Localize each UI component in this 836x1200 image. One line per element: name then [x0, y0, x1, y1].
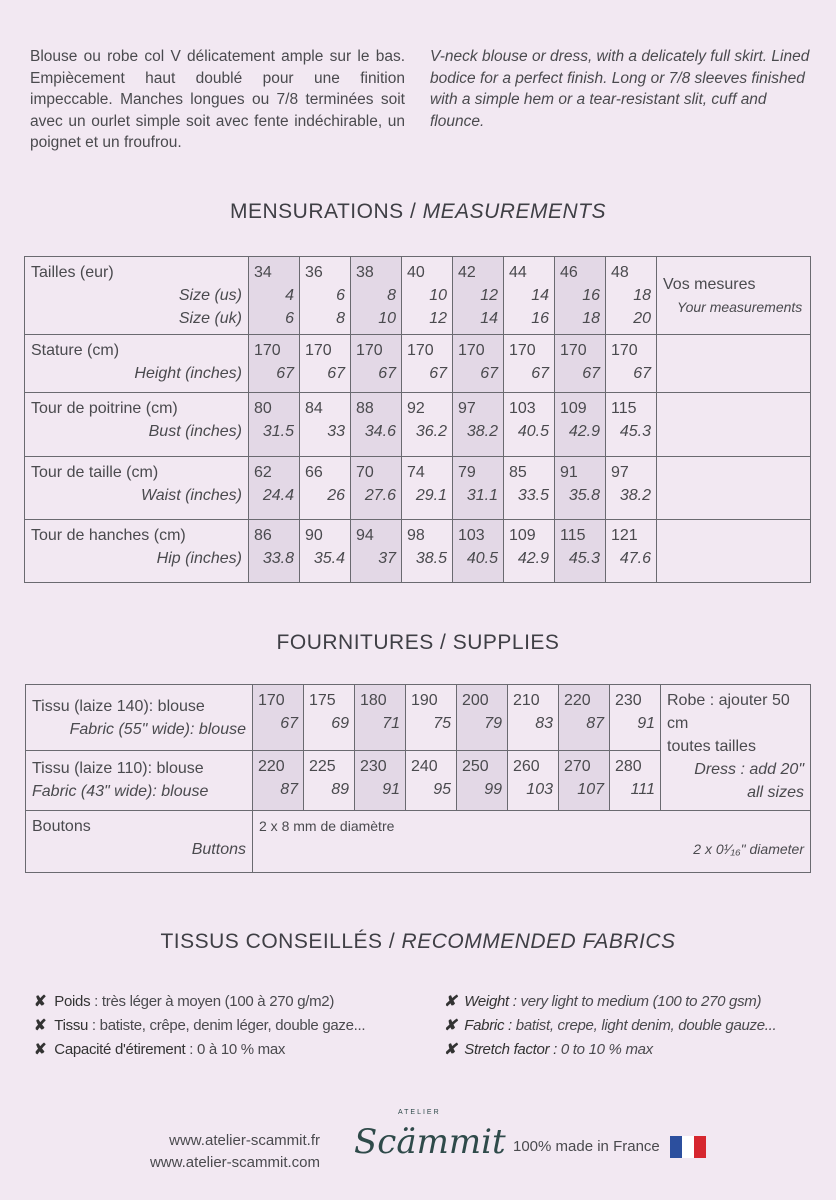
value-inches: 103 [526, 781, 553, 798]
fabric-item [444, 1038, 834, 1062]
description-en: V-neck blouse or dress, with a delicately full skirt. Lined bodice for a perfect finish. Long or 7/8 sleeves finished with a simple hem or a tear-resistant slit, cuff and flounce. [430, 48, 810, 130]
value-cm: 121 [611, 527, 638, 544]
size-uk: 18 [582, 310, 600, 327]
value-cm: 180 [360, 692, 387, 709]
your-measurement-input[interactable] [657, 457, 811, 520]
size-cell [351, 457, 402, 520]
supplies-table [25, 684, 811, 873]
dress-en: Dress : add 20" [694, 761, 804, 778]
value-cm: 170 [407, 342, 434, 359]
size-cell [453, 520, 504, 583]
value-inches: 40.5 [517, 423, 549, 440]
size-cell [508, 685, 559, 751]
value-cm: 230 [615, 692, 642, 709]
size-cell [249, 393, 300, 457]
fabrics-list-fr [34, 990, 434, 1062]
size-uk: 14 [480, 310, 498, 327]
measurement-row [25, 457, 811, 520]
value-inches: 38.2 [619, 487, 651, 504]
value-cm: 103 [509, 400, 536, 417]
size-cell [300, 335, 351, 393]
size-cell [606, 520, 657, 583]
value-cm: 240 [411, 758, 438, 775]
value-cm: 170 [258, 692, 285, 709]
size-cell [355, 751, 406, 811]
label-us: Size (us) [178, 287, 242, 304]
value-cm: 90 [305, 527, 323, 544]
value-inches: 91 [382, 781, 400, 798]
size-eur: 40 [407, 264, 425, 281]
value-inches: 95 [433, 781, 451, 798]
value-cm: 92 [407, 400, 425, 417]
size-cell [504, 393, 555, 457]
value-inches: 83 [535, 715, 553, 732]
size-uk: 12 [429, 310, 447, 327]
size-cell [606, 335, 657, 393]
title-fr: TISSUS CONSEILLÉS / [160, 930, 402, 953]
size-eur: 48 [611, 264, 629, 281]
fabric-item [34, 990, 434, 1014]
value-cm: 88 [356, 400, 374, 417]
cross-bullet-icon: ✘ [34, 1017, 47, 1034]
size-eur: 44 [509, 264, 527, 281]
label-fr: Tour de hanches (cm) [31, 527, 186, 544]
supplies-title: FOURNITURES / SUPPLIES [276, 631, 560, 654]
measurements-table [24, 256, 811, 583]
fabric-value: batist, crepe, light denim, double gauze... [511, 1017, 777, 1034]
size-cell [504, 257, 555, 335]
value-inches: 89 [331, 781, 349, 798]
size-uk: 20 [633, 310, 651, 327]
value-cm: 170 [560, 342, 587, 359]
measurement-row [25, 393, 811, 457]
cross-bullet-icon: ✘ [34, 1041, 47, 1058]
value-cm: 109 [509, 527, 536, 544]
fabric-key: Fabric : [464, 1017, 512, 1034]
value-cm: 280 [615, 758, 642, 775]
size-cell [351, 335, 402, 393]
value-cm: 84 [305, 400, 323, 417]
size-cell [351, 393, 402, 457]
label-en: Waist (inches) [140, 487, 242, 504]
label-en: Height (inches) [134, 365, 242, 382]
fabrics-title [0, 930, 836, 954]
buttons-value-fr: 2 x 8 mm de diamètre [259, 818, 395, 834]
buttons-row [26, 811, 811, 873]
value-cm: 170 [356, 342, 383, 359]
value-cm: 115 [560, 527, 586, 544]
value-inches: 67 [531, 365, 549, 382]
fabric-item [444, 990, 834, 1014]
fabric-key: Weight : [464, 993, 517, 1010]
your-measurement-input[interactable] [657, 520, 811, 583]
size-cell [453, 335, 504, 393]
size-cell [402, 520, 453, 583]
value-inches: 31.1 [466, 487, 498, 504]
size-cell [555, 520, 606, 583]
value-inches: 69 [331, 715, 349, 732]
size-uk: 6 [285, 310, 294, 327]
value-cm: 175 [309, 692, 336, 709]
title-en: MEASUREMENTS [422, 200, 606, 223]
size-cell [253, 685, 304, 751]
size-cell [402, 457, 453, 520]
label-en: Fabric (43" wide): blouse [32, 783, 209, 800]
size-cell [555, 393, 606, 457]
label-fr: Tissu (laize 110): blouse [32, 760, 204, 777]
value-inches: 107 [577, 781, 604, 798]
value-cm: 220 [564, 692, 591, 709]
value-inches: 29.1 [415, 487, 447, 504]
size-eur: 36 [305, 264, 323, 281]
measurement-row [25, 520, 811, 583]
size-uk: 10 [378, 310, 396, 327]
dress-fr-2: toutes tailles [667, 738, 756, 755]
value-cm: 91 [560, 464, 578, 481]
value-inches: 27.6 [364, 487, 396, 504]
size-cell [300, 457, 351, 520]
size-cell [453, 457, 504, 520]
size-cell [402, 393, 453, 457]
size-cell [300, 257, 351, 335]
title-en: RECOMMENDED FABRICS [401, 930, 676, 953]
value-inches: 40.5 [466, 550, 498, 567]
value-inches: 34.6 [364, 423, 396, 440]
size-cell [453, 257, 504, 335]
size-cell [606, 393, 657, 457]
label-eur: Tailles (eur) [31, 264, 114, 281]
size-cell [453, 393, 504, 457]
value-inches: 99 [484, 781, 502, 798]
value-cm: 190 [411, 692, 438, 709]
dress-note [661, 685, 811, 811]
fabric-value: : très léger à moyen (100 à 270 g/m2) [90, 993, 335, 1010]
size-us: 8 [387, 287, 396, 304]
value-inches: 67 [582, 365, 600, 382]
yours-en: Your measurements [677, 299, 803, 315]
website-link-com[interactable]: www.atelier-scammit.com [149, 1154, 320, 1171]
value-inches: 47.6 [619, 550, 651, 567]
label-en: Bust (inches) [148, 423, 242, 440]
value-inches: 42.9 [568, 423, 600, 440]
value-cm: 85 [509, 464, 527, 481]
size-cell [355, 685, 406, 751]
value-cm: 97 [611, 464, 629, 481]
value-inches: 33 [327, 423, 345, 440]
value-cm: 103 [458, 527, 485, 544]
value-inches: 91 [637, 715, 655, 732]
logo-text: Scämmit [354, 1122, 506, 1162]
buttons-value-en: 2 x 0¹⁄₁₆" diameter [693, 841, 804, 857]
french-flag-icon [670, 1136, 706, 1158]
value-cm: 97 [458, 400, 476, 417]
value-inches: 67 [378, 365, 396, 382]
value-cm: 62 [254, 464, 272, 481]
value-inches: 45.3 [619, 423, 651, 440]
fabric-value: 0 to 10 % max [557, 1041, 653, 1058]
value-cm: 170 [509, 342, 536, 359]
size-cell [610, 685, 661, 751]
label-en: Fabric (55" wide): blouse [69, 721, 246, 738]
value-inches: 45.3 [568, 550, 600, 567]
label-fr: Tissu (laize 140): blouse [32, 698, 205, 715]
cross-bullet-icon: ✘ [34, 993, 47, 1010]
label-uk: Size (uk) [178, 310, 242, 327]
size-cell [402, 257, 453, 335]
value-cm: 250 [462, 758, 489, 775]
value-inches: 71 [382, 715, 400, 732]
value-inches: 38.2 [466, 423, 498, 440]
value-cm: 98 [407, 527, 425, 544]
dress-en-2: all sizes [747, 784, 804, 801]
label-fr: Tour de poitrine (cm) [31, 400, 178, 417]
size-eur: 34 [254, 264, 272, 281]
value-inches: 42.9 [517, 550, 549, 567]
size-cell [559, 685, 610, 751]
value-inches: 79 [484, 715, 502, 732]
fabric-item [444, 1014, 834, 1038]
size-cell [559, 751, 610, 811]
value-cm: 80 [254, 400, 272, 417]
logo-small-text: ATELIER [398, 1109, 441, 1116]
value-cm: 270 [564, 758, 591, 775]
size-cell [457, 685, 508, 751]
value-cm: 170 [611, 342, 638, 359]
brand-logo [350, 1108, 506, 1188]
size-cell [300, 393, 351, 457]
size-eur: 38 [356, 264, 374, 281]
value-cm: 225 [309, 758, 336, 775]
value-inches: 87 [586, 715, 604, 732]
value-cm: 79 [458, 464, 476, 481]
size-cell [606, 457, 657, 520]
title-fr: MENSURATIONS / [230, 200, 423, 223]
value-inches: 67 [327, 365, 345, 382]
size-cell [457, 751, 508, 811]
value-cm: 170 [458, 342, 485, 359]
dress-fr: Robe : ajouter 50 cm [667, 692, 790, 732]
size-eur: 46 [560, 264, 578, 281]
fabric-row [26, 685, 811, 751]
size-eur: 42 [458, 264, 476, 281]
size-cell [253, 751, 304, 811]
description-fr: Blouse ou robe col V délicatement ample sur le bas. Empiècement haut doublé pour une finition impeccable. Manches longues ou 7/8 terminées soit avec un ourlet simple soit avec fente indéchirable, un poignet et un froufrou. [30, 48, 405, 151]
value-inches: 38.5 [415, 550, 447, 567]
value-cm: 210 [513, 692, 540, 709]
size-cell [304, 751, 355, 811]
value-cm: 230 [360, 758, 387, 775]
value-inches: 75 [433, 715, 451, 732]
value-inches: 24.4 [262, 487, 294, 504]
value-cm: 170 [254, 342, 281, 359]
size-cell [351, 257, 402, 335]
value-inches: 26 [327, 487, 345, 504]
made-in-france-text: 100% made in France [513, 1138, 660, 1155]
value-inches: 33.5 [517, 487, 549, 504]
value-cm: 200 [462, 692, 489, 709]
website-links [120, 1130, 320, 1174]
size-cell [249, 335, 300, 393]
size-cell [555, 457, 606, 520]
size-cell [555, 335, 606, 393]
your-measurement-input[interactable] [657, 393, 811, 457]
value-cm: 115 [611, 400, 637, 417]
value-cm: 220 [258, 758, 285, 775]
buttons-en: Buttons [191, 841, 246, 858]
value-inches: 67 [633, 365, 651, 382]
size-us: 10 [429, 287, 447, 304]
website-link-fr[interactable]: www.atelier-scammit.fr [169, 1132, 320, 1149]
size-cell [249, 257, 300, 335]
size-cell [351, 520, 402, 583]
size-cell [504, 335, 555, 393]
measurements-title [0, 200, 836, 224]
value-inches: 35.8 [568, 487, 600, 504]
buttons-fr: Boutons [32, 818, 91, 835]
label-fr: Stature (cm) [31, 342, 120, 359]
cross-bullet-icon: ✘ [444, 1041, 457, 1058]
size-cell [304, 685, 355, 751]
fabrics-list-en [444, 990, 834, 1062]
size-cell [504, 457, 555, 520]
value-cm: 66 [305, 464, 323, 481]
size-cell [406, 751, 457, 811]
value-inches: 87 [280, 781, 298, 798]
fabric-key: Poids [54, 993, 91, 1010]
value-inches: 37 [378, 550, 396, 567]
cross-bullet-icon: ✘ [444, 1017, 457, 1034]
size-cell [402, 335, 453, 393]
made-in-france [513, 1136, 706, 1158]
size-us: 4 [285, 287, 294, 304]
value-inches: 111 [630, 781, 655, 798]
size-cell [249, 520, 300, 583]
size-cell [555, 257, 606, 335]
fabric-value: very light to medium (100 to 270 gsm) [516, 993, 762, 1010]
value-cm: 70 [356, 464, 374, 481]
size-uk: 16 [531, 310, 549, 327]
value-cm: 86 [254, 527, 272, 544]
value-cm: 260 [513, 758, 540, 775]
yours-fr: Vos mesures [663, 276, 756, 293]
fabric-value: : batiste, crêpe, denim léger, double gaze... [88, 1017, 366, 1034]
size-cell [300, 520, 351, 583]
size-row [25, 257, 811, 335]
value-cm: 109 [560, 400, 587, 417]
size-us: 6 [336, 287, 345, 304]
value-inches: 31.5 [262, 423, 294, 440]
size-cell [504, 520, 555, 583]
value-inches: 36.2 [415, 423, 447, 440]
value-cm: 74 [407, 464, 425, 481]
value-cm: 94 [356, 527, 374, 544]
label-en: Hip (inches) [156, 550, 242, 567]
size-cell [406, 685, 457, 751]
value-inches: 67 [429, 365, 447, 382]
value-cm: 170 [305, 342, 332, 359]
size-cell [606, 257, 657, 335]
size-us: 18 [633, 287, 651, 304]
your-measurement-input[interactable] [657, 335, 811, 393]
value-inches: 33.8 [262, 550, 294, 567]
fabric-item [34, 1014, 434, 1038]
size-uk: 8 [336, 310, 345, 327]
size-us: 16 [582, 287, 600, 304]
fabric-key: Tissu [54, 1017, 89, 1034]
size-cell [508, 751, 559, 811]
label-fr: Tour de taille (cm) [31, 464, 159, 481]
measurement-row [25, 335, 811, 393]
size-us: 12 [480, 287, 498, 304]
value-inches: 67 [480, 365, 498, 382]
value-inches: 67 [280, 715, 298, 732]
value-inches: 67 [276, 365, 294, 382]
cross-bullet-icon: ✘ [444, 993, 457, 1010]
size-cell [610, 751, 661, 811]
fabric-item [34, 1038, 434, 1062]
size-cell [249, 457, 300, 520]
fabric-key: Stretch factor : [464, 1041, 558, 1058]
size-us: 14 [531, 287, 549, 304]
value-inches: 35.4 [313, 550, 345, 567]
fabric-key: Capacité d'étirement [54, 1041, 186, 1058]
fabric-value: : 0 à 10 % max [185, 1041, 286, 1058]
your-measurements-header [657, 257, 811, 335]
